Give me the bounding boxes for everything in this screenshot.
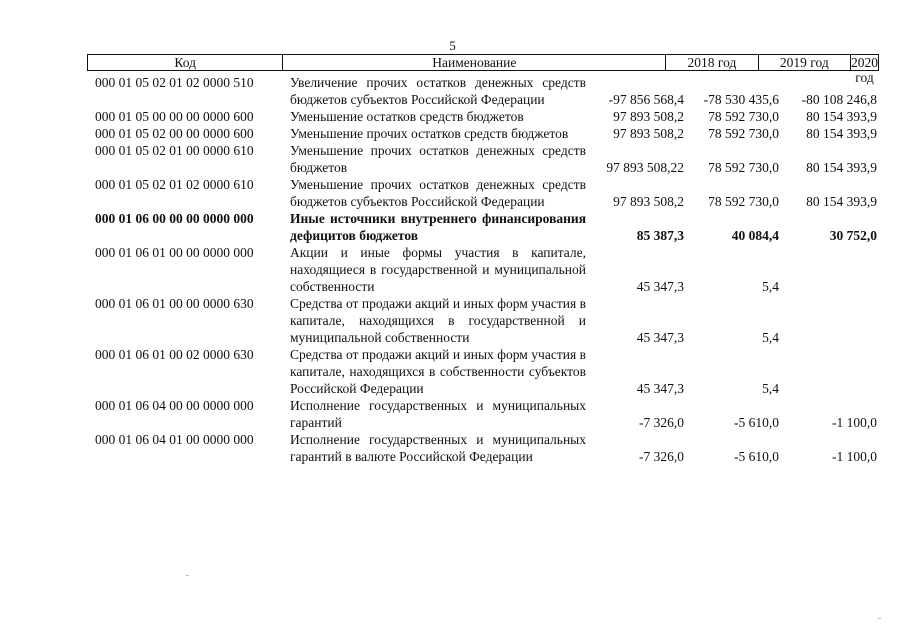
row-name: Иные источники внутреннего финансирования дефицитов бюджетов — [290, 211, 586, 243]
row-code: 000 01 05 00 00 00 0000 600 — [95, 109, 254, 124]
row-name: Уменьшение остатков средств бюджетов — [290, 109, 524, 124]
row-name: Исполнение государственных и муниципальных гарантий — [290, 398, 586, 430]
value-2018: 85 387,3 — [636, 228, 684, 243]
value-2020: 80 154 393,9 — [806, 160, 877, 175]
row-name: Исполнение государственных и муниципальных гарантий в валюте Российской Федерации — [290, 432, 586, 464]
value-2018: 97 893 508,2 — [613, 194, 684, 209]
row-code: 000 01 06 01 00 02 0000 630 — [95, 347, 254, 362]
value-2019: -5 610,0 — [734, 415, 779, 430]
value-2019: 40 084,4 — [731, 228, 779, 243]
scan-speck — [186, 575, 189, 576]
row-name: Уменьшение прочих остатков средств бюджетов — [290, 126, 569, 141]
row-name: Уменьшение прочих остатков денежных средств бюджетов — [290, 143, 586, 175]
table-row — [0, 295, 905, 346]
row-name: Средства от продажи акций и иных форм участия в капитале, находящихся в государственной и муниципальной собственности — [290, 296, 586, 345]
header-2018: 2018 год — [666, 55, 758, 70]
table-row — [0, 431, 905, 465]
value-2020: 80 154 393,9 — [806, 194, 877, 209]
value-2018: 45 347,3 — [636, 330, 684, 345]
row-code: 000 01 05 02 01 02 0000 510 — [95, 75, 254, 90]
row-code: 000 01 06 00 00 00 0000 000 — [95, 211, 254, 226]
table-row — [0, 108, 905, 125]
value-2020: 30 752,0 — [829, 228, 877, 243]
row-name: Средства от продажи акций и иных форм участия в капитале, находящихся в собственности субъектов Российской Федерации — [290, 347, 586, 396]
header-name: Наименование — [283, 55, 666, 70]
row-code: 000 01 06 04 01 00 0000 000 — [95, 432, 254, 447]
page-number: 5 — [449, 38, 456, 53]
value-2018: -97 856 568,4 — [608, 92, 684, 107]
row-name: Уменьшение прочих остатков денежных средств бюджетов субъектов Российской Федерации — [290, 177, 586, 209]
row-code: 000 01 05 02 01 00 0000 610 — [95, 143, 254, 158]
value-2019: -5 610,0 — [734, 449, 779, 464]
value-2018: 45 347,3 — [636, 381, 684, 396]
row-name: Акции и иные формы участия в капитале, находящиеся в государственной и муниципальной собственности — [290, 245, 586, 294]
table-body — [0, 74, 905, 465]
row-code: 000 01 05 02 01 02 0000 610 — [95, 177, 254, 192]
value-2019: 78 592 730,0 — [708, 194, 779, 209]
table-row — [0, 346, 905, 397]
value-2019: -78 530 435,6 — [703, 92, 779, 107]
table-row — [0, 142, 905, 176]
value-2018: -7 326,0 — [639, 449, 684, 464]
value-2020: 80 154 393,9 — [806, 109, 877, 124]
value-2019: 5,4 — [762, 330, 779, 345]
value-2019: 78 592 730,0 — [708, 109, 779, 124]
value-2018: 97 893 508,2 — [613, 126, 684, 141]
value-2018: -7 326,0 — [639, 415, 684, 430]
value-2019: 78 592 730,0 — [708, 160, 779, 175]
value-2020: -80 108 246,8 — [801, 92, 877, 107]
scan-speck — [878, 618, 881, 619]
header-code: Код — [88, 55, 283, 70]
row-code: 000 01 06 01 00 00 0000 000 — [95, 245, 254, 260]
header-2019: 2019 год — [759, 55, 851, 70]
table-row-bold — [0, 210, 905, 244]
value-2020: -1 100,0 — [832, 415, 877, 430]
row-code: 000 01 05 02 00 00 0000 600 — [95, 126, 254, 141]
table-row — [0, 397, 905, 431]
value-2020: 80 154 393,9 — [806, 126, 877, 141]
table-row — [0, 244, 905, 295]
row-code: 000 01 06 01 00 00 0000 630 — [95, 296, 254, 311]
header-2020: 2020 год — [851, 55, 878, 85]
row-code: 000 01 06 04 00 00 0000 000 — [95, 398, 254, 413]
table-row — [0, 125, 905, 142]
value-2019: 78 592 730,0 — [708, 126, 779, 141]
table-row — [0, 74, 905, 108]
row-name: Увеличение прочих остатков денежных средств бюджетов субъектов Российской Федерации — [290, 75, 586, 107]
value-2019: 5,4 — [762, 279, 779, 294]
value-2018: 97 893 508,22 — [606, 160, 684, 175]
value-2018: 45 347,3 — [636, 279, 684, 294]
value-2020: -1 100,0 — [832, 449, 877, 464]
value-2019: 5,4 — [762, 381, 779, 396]
table-row — [0, 176, 905, 210]
value-2018: 97 893 508,2 — [613, 109, 684, 124]
